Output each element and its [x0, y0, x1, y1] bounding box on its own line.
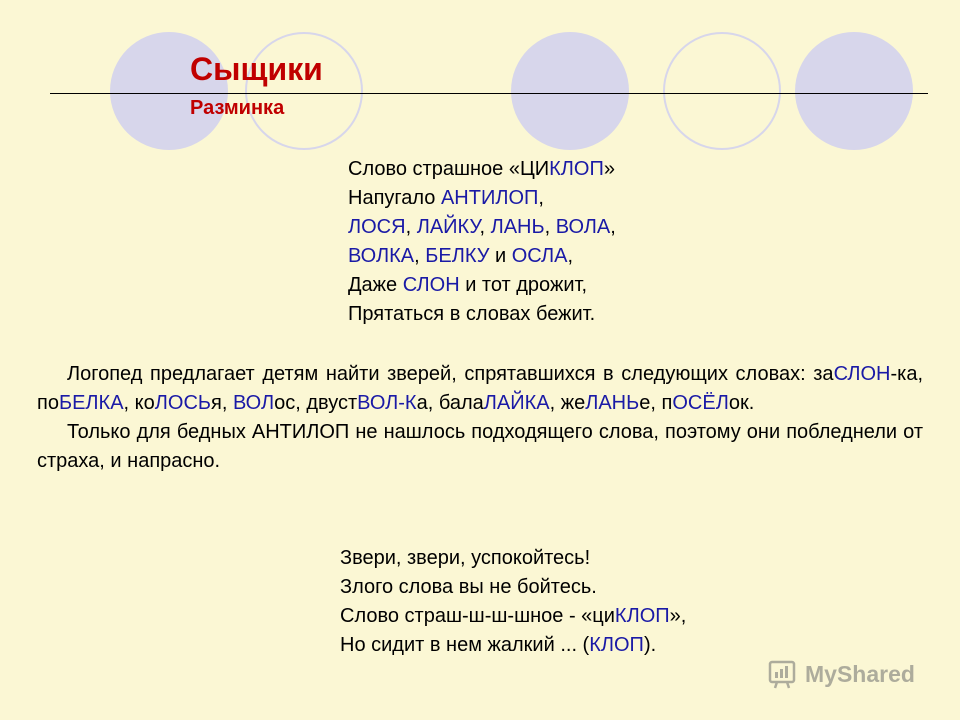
hidden-word: АНТИЛОП: [440, 187, 539, 209]
title-divider: [50, 93, 928, 94]
hidden-word: ЛАЙКА: [483, 392, 550, 414]
text-run: ).: [643, 634, 657, 656]
hidden-word: ЛАНЬ: [585, 392, 640, 414]
poem-line: [340, 602, 686, 631]
watermark-text: MyShared: [805, 660, 915, 687]
text-run: , же: [549, 392, 586, 414]
hidden-word: ЛОСЬ: [154, 392, 212, 414]
text-run: Прятаться в словах бежит.: [348, 303, 596, 325]
text-run: Звери, звери, успокойтесь!: [340, 547, 591, 569]
text-run: ,: [610, 216, 616, 238]
text-run: ,: [567, 245, 574, 267]
poem-line: [348, 300, 616, 329]
text-run: , ко: [123, 392, 155, 414]
text-run: Слово страш-ш-ш-шное - «ци: [340, 605, 615, 627]
poem-bottom: [340, 544, 686, 660]
text-run: ,: [479, 216, 491, 238]
poem-line: [348, 213, 616, 242]
poem-line: [340, 631, 686, 660]
text-run: я,: [211, 392, 233, 414]
poem-line: [340, 544, 686, 573]
hidden-word: ВОЛКА: [348, 245, 415, 267]
text-run: ,: [414, 245, 426, 267]
hidden-word: БЕЛКА: [58, 392, 124, 414]
hidden-word: ЛОСЯ: [348, 216, 406, 238]
text-run: ,: [405, 216, 417, 238]
hidden-word: КЛОП: [614, 605, 670, 627]
hidden-word: ВОЛ: [232, 392, 275, 414]
text-run: и тот дрожит,: [459, 274, 588, 296]
poem-line: [348, 242, 616, 271]
myshared-logo-icon: [767, 658, 799, 690]
text-run: Напугало: [348, 187, 441, 209]
text-run: и: [489, 245, 512, 267]
hidden-word: КЛОП: [549, 158, 604, 180]
text-run: ,: [538, 187, 544, 209]
decor-circle-3: [511, 32, 629, 150]
text-run: ,: [544, 216, 556, 238]
slide-subtitle: Разминка: [190, 97, 285, 119]
hidden-word: ЛАЙКУ: [416, 216, 480, 238]
slide-title: Сыщики: [190, 51, 323, 87]
hidden-word: ОСЛА: [511, 245, 568, 267]
decor-circle-4: [663, 32, 781, 150]
explanation-text: [37, 360, 923, 476]
text-run: »: [603, 158, 615, 180]
text-run: -ка, по: [37, 363, 923, 414]
poem-line: [348, 155, 616, 184]
hidden-word: БЕЛКУ: [425, 245, 490, 267]
poem-top: [348, 155, 616, 329]
poem-line: [340, 573, 686, 602]
text-run: е, п: [639, 392, 673, 414]
text-run: ок.: [728, 392, 755, 414]
hidden-word: ОСЁЛ: [672, 392, 729, 414]
text-run: »,: [669, 605, 687, 627]
hidden-word: ЛАНЬ: [490, 216, 545, 238]
text-run: Но сидит в нем жалкий ... (: [340, 634, 590, 656]
hidden-word: КЛОП: [589, 634, 644, 656]
decor-circle-5: [795, 32, 913, 150]
myshared-watermark: [767, 656, 915, 692]
hidden-word: СЛОН: [402, 274, 460, 296]
hidden-word: ВОЛ-К: [357, 392, 417, 414]
text-run: ос, двуст: [274, 392, 358, 414]
poem-line: [348, 271, 616, 300]
hidden-word: ВОЛА: [555, 216, 611, 238]
paragraph: [37, 360, 923, 418]
text-run: а, бала: [416, 392, 484, 414]
paragraph: [37, 418, 923, 476]
text-run: Даже: [348, 274, 403, 296]
text-run: Слово страшное «ЦИ: [348, 158, 550, 180]
text-run: Логопед предлагает детям найти зверей, спрятавшихся в следующих словах: за: [67, 363, 834, 385]
poem-line: [348, 184, 616, 213]
hidden-word: СЛОН: [833, 363, 891, 385]
text-run: Только для бедных АНТИЛОП не нашлось подходящего слова, поэтому они побледнели от страха, и напрасно.: [37, 421, 923, 472]
text-run: Злого слова вы не бойтесь.: [340, 576, 597, 598]
